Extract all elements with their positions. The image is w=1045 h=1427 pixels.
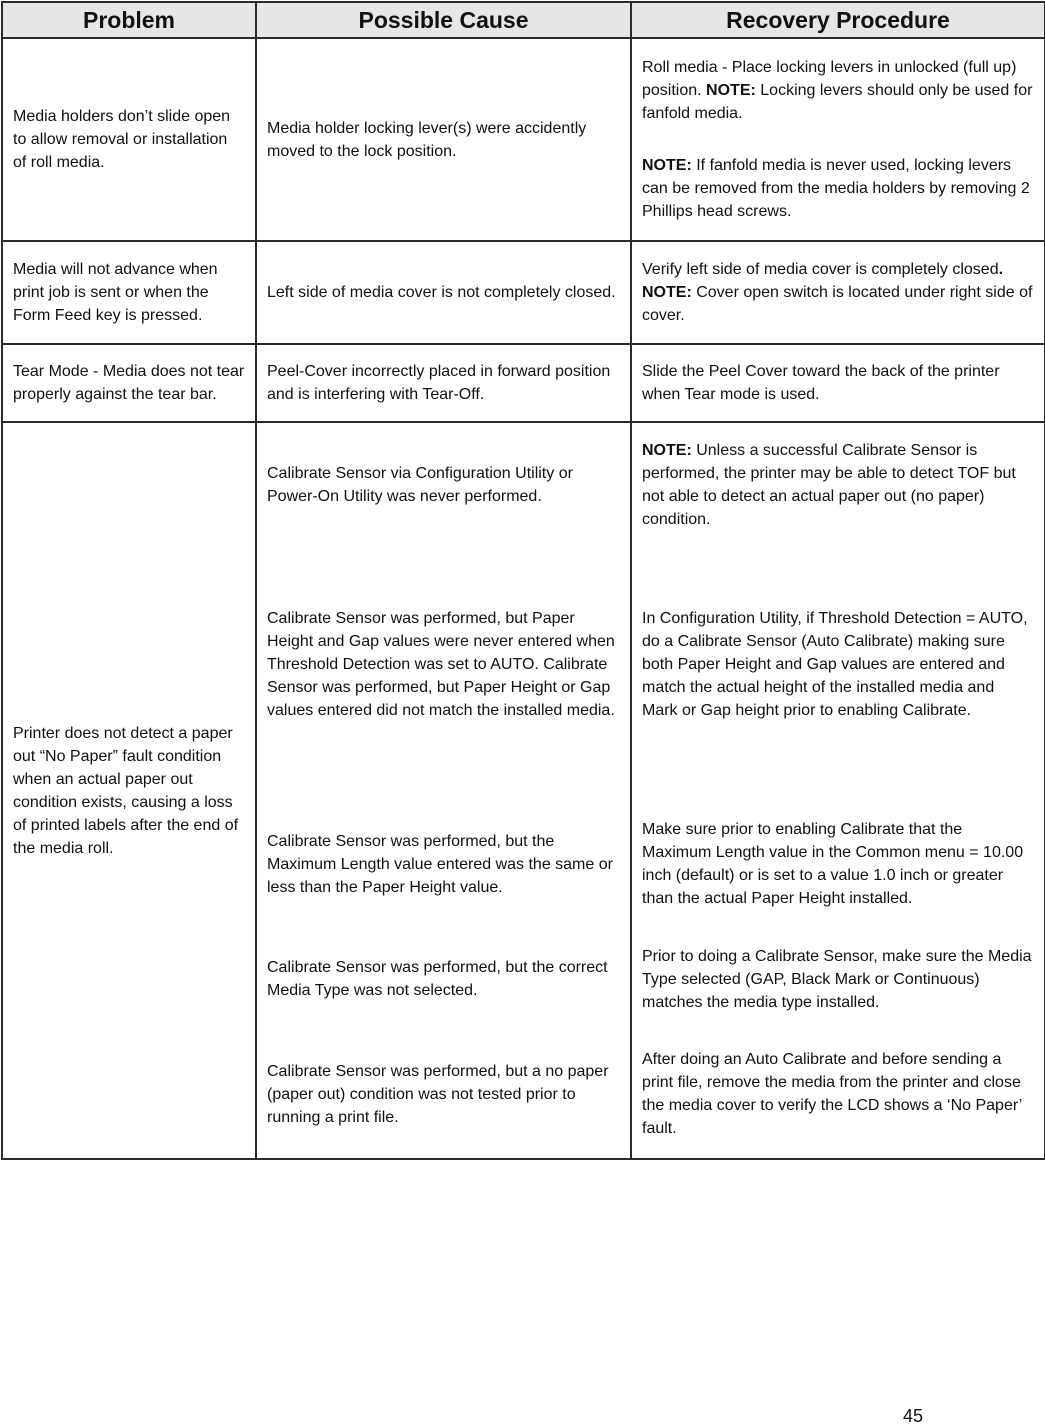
cause-cell: Peel-Cover incorrectly placed in forward position and is interfering with Tear-Off.: [256, 344, 631, 422]
cause-cell: Left side of media cover is not completely closed.: [256, 241, 631, 344]
note-label: . NOTE:: [642, 261, 1004, 301]
recovery-item: [642, 439, 1034, 531]
recovery-cell: [631, 422, 1045, 1159]
recovery-text: Unless a successful Calibrate Sensor is performed, the printer may be able to detect TOF but not able to detect an actual paper out (no paper) condition.: [642, 442, 1016, 528]
cause-item: Calibrate Sensor was performed, but a no paper (paper out) condition was not tested prior to running a print file.: [267, 1063, 609, 1126]
note-label: NOTE:: [642, 442, 692, 459]
cause-cell: Media holder locking lever(s) were accidently moved to the lock position.: [256, 38, 631, 241]
cause-item: Calibrate Sensor was performed, but the correct Media Type was not selected.: [267, 959, 608, 999]
problem-cell: Media holders don’t slide open to allow removal or installation of roll media.: [2, 38, 256, 241]
recovery-text: If fanfold media is never used, locking levers can be removed from the media holders by removing 2 Phillips head screws.: [642, 157, 1030, 220]
recovery-item: Prior to doing a Calibrate Sensor, make sure the Media Type selected (GAP, Black Mark or Continuous) matches the media type installed.: [642, 948, 1032, 1011]
note-label: NOTE:: [706, 82, 756, 99]
cause-item: Calibrate Sensor was performed, but Paper Height and Gap values were never entered when Threshold Detection was set to AUTO. Calibrate Sensor was performed, but Paper Height or Gap values entered did not match the installed media.: [267, 610, 615, 719]
recovery-paragraph: [642, 56, 1034, 125]
table-row: [2, 241, 1045, 344]
recovery-text: Cover open switch is located under right side of cover.: [642, 284, 1033, 324]
recovery-cell: Slide the Peel Cover toward the back of the printer when Tear mode is used.: [631, 344, 1045, 422]
cause-cell: [256, 422, 631, 1159]
recovery-text: Locking levers should only be used for fanfold media.: [642, 82, 1033, 122]
table-row: [2, 344, 1045, 422]
page-number: 45: [903, 1406, 924, 1426]
recovery-paragraph: [642, 154, 1034, 223]
header-problem: Problem: [2, 2, 256, 38]
table-row: [2, 422, 1045, 1159]
recovery-item: After doing an Auto Calibrate and before sending a print file, remove the media from the printer and close the media cover to verify the LCD shows a ‘No Paper’ fault.: [642, 1051, 1022, 1137]
problem-cell: Printer does not detect a paper out “No Paper” fault condition when an actual paper out condition exists, causing a loss of printed labels after the end of the media roll.: [2, 422, 256, 1159]
cause-item: Calibrate Sensor via Configuration Utility or Power-On Utility was never performed.: [267, 465, 573, 505]
header-cause: Possible Cause: [256, 2, 631, 38]
recovery-text: Roll media - Place locking levers in unlocked (full up) position.: [642, 59, 1017, 99]
recovery-item: In Configuration Utility, if Threshold Detection = AUTO, do a Calibrate Sensor (Auto Calibrate) making sure both Paper Height and Gap values are entered and match the actual height of the installed media and Mark or Gap height prior to enabling Calibrate.: [642, 610, 1028, 719]
recovery-cell: [631, 241, 1045, 344]
problem-cell: Tear Mode - Media does not tear properly against the tear bar.: [2, 344, 256, 422]
cause-item: Calibrate Sensor was performed, but the Maximum Length value entered was the same or less than the Paper Height value.: [267, 833, 613, 896]
header-recovery: Recovery Procedure: [631, 2, 1045, 38]
header-row: [2, 2, 1045, 38]
note-label: NOTE:: [642, 157, 692, 174]
problem-cell: Media will not advance when print job is sent or when the Form Feed key is pressed.: [2, 241, 256, 344]
recovery-text: Verify left side of media cover is completely closed: [642, 261, 999, 278]
troubleshooting-table: [1, 1, 1045, 1160]
table-row: [2, 38, 1045, 241]
recovery-cell: [631, 38, 1045, 241]
recovery-item: Make sure prior to enabling Calibrate that the Maximum Length value in the Common menu = 10.00 inch (default) or is set to a value 1.0 inch or greater than the actual Paper Height installed.: [642, 821, 1024, 907]
